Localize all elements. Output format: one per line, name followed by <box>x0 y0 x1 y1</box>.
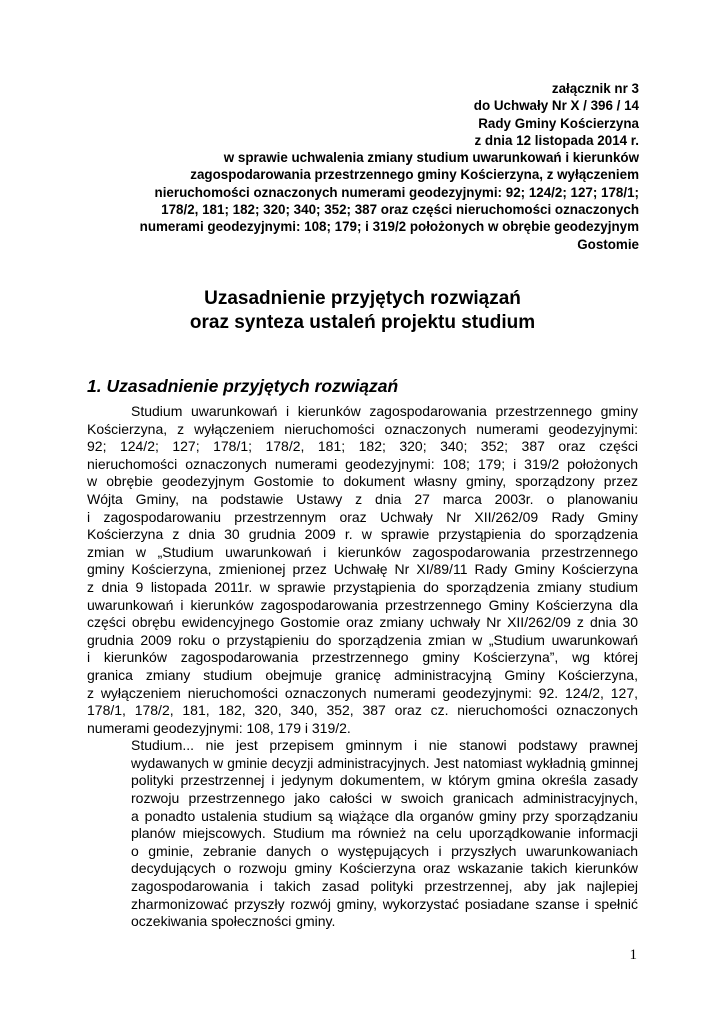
text-line: Wójta Gminy, na podstawie Ustawy z dnia 27 marca 2003r. o planowaniu <box>87 490 638 507</box>
paragraph-1 <box>87 403 638 737</box>
text-line: zagospodarowania i takich zasad polityki przestrzennej, aby jak najlepiej <box>131 878 638 895</box>
text-line: i kierunków zagospodarowania przestrzennego gminy Kościerzyna”, wg której <box>87 649 638 666</box>
title-line-1: Uzasadnienie przyjętych rozwiązań <box>204 288 521 309</box>
text-line: 92; 124/2; 127; 178/1; 178/2, 181; 182; 320; 340; 352; 387 oraz części <box>87 438 638 455</box>
header-line: numerami geodezyjnymi: 108; 179; i 319/2 położonych w obrębie geodezyjnym <box>139 219 639 235</box>
text-line: zmian w „Studium uwarunkowań i kierunków zagospodarowania przestrzennego <box>87 543 638 560</box>
text-line: numerami geodezyjnymi: 108, 179 i 319/2. <box>87 719 351 736</box>
text-line: nieruchomości oznaczonych numerami geodezyjnymi: 108; 179; i 319/2 położonych <box>87 455 638 472</box>
header-line: 178/2, 181; 182; 320; 340; 352; 387 oraz części nieruchomości oznaczonych <box>161 202 639 218</box>
text-line: Studium uwarunkowań i kierunków zagospodarowania przestrzennego gminy <box>131 403 638 419</box>
text-line: o gminie, zebranie danych o występujących i przyszłych uwarunkowaniach <box>131 842 638 859</box>
text-line: z dnia 9 listopada 2011r. w sprawie przystąpienia do sporządzenia zmiany studium <box>87 578 638 595</box>
text-line: 178/1, 178/2, 181, 182, 320, 340, 352, 387 oraz cz. nieruchomości oznaczonych <box>87 702 638 719</box>
header-line: Rady Gminy Kościerzyna <box>478 115 639 131</box>
text-line: oczekiwania społeczności gminy. <box>131 913 336 930</box>
text-line: uwarunkowań i kierunków zagospodarowania przestrzennego Gminy Kościerzyna dla <box>87 596 638 613</box>
text-line: rozwoju przestrzennego jako całości w swoich granicach administracyjnych, <box>131 790 638 807</box>
text-line: w obrębie geodezyjnym Gostomie to dokument własny gminy, sporządzony przez <box>87 473 638 490</box>
document-title <box>0 287 725 335</box>
text-line: i zagospodarowaniu przestrzennym oraz Uchwały Nr XII/262/09 Rady Gminy <box>87 508 638 525</box>
text-line: a ponadto ustalenia studium są wiążące dla organów gminy przy sporządzaniu <box>131 807 638 824</box>
text-line: z wyłączeniem nieruchomości oznaczonych numerami geodezyjnymi: 92. 124/2, 127, <box>87 684 638 701</box>
header-line: zagospodarowania przestrzennego gminy Kościerzyna, z wyłączeniem <box>190 167 639 183</box>
text-line: Studium... nie jest przepisem gminnym i nie stanowi podstawy prawnej <box>131 737 638 754</box>
text-line: zharmonizować przyszły rozwój gminy, wykorzystać posiadane szanse i spełnić <box>131 895 638 912</box>
text-line: polityki przestrzennej i jedynym dokumentem, w którym gmina określa zasady <box>131 772 638 789</box>
section-body <box>87 403 638 931</box>
text-line: wydawanych w gminie decyzji administracyjnych. Jest natomiast wykładnią gminnej <box>131 755 638 771</box>
text-line: granica zmiany studium obejmuje granicę administracyjną Gminy Kościerzyna, <box>87 666 638 683</box>
text-line: grudnia 2009 roku o przystąpieniu do sporządzenia zmian w „Studium uwarunkowań <box>87 631 638 648</box>
section-heading: 1. Uzasadnienie przyjętych rozwiązań <box>87 376 399 396</box>
text-line: części obrębu ewidencyjnego Gostomie oraz zmiany uchwały Nr XII/262/09 z dnia 30 <box>87 614 638 631</box>
page-number: 1 <box>629 947 637 963</box>
header-line: nieruchomości oznaczonych numerami geodezyjnymi: 92; 124/2; 127; 178/1; <box>154 184 639 200</box>
text-line: Kościerzyna, z wyłączeniem nieruchomości oznaczonych numerami geodezyjnymi: <box>87 420 638 437</box>
header-line: z dnia 12 listopada 2014 r. <box>474 132 639 148</box>
header-line: w sprawie uchwalenia zmiany studium uwarunkowań i kierunków <box>223 150 639 166</box>
title-line-2: oraz synteza ustaleń projektu studium <box>189 312 536 333</box>
header-line: załącznik nr 3 <box>551 81 639 96</box>
text-line: decydujących o rozwoju gminy Kościerzyna oraz wskazanie takich kierunków <box>131 860 638 877</box>
header-line: do Uchwały Nr X / 396 / 14 <box>473 98 639 114</box>
header-line: Gostomie <box>577 236 639 252</box>
attachment-header <box>79 80 639 253</box>
paragraph-2 <box>87 737 638 931</box>
text-line: Kościerzyna z dnia 30 grudnia 2009 r. w sprawie przystąpienia do sporządzenia <box>87 526 638 543</box>
text-line: planów miejscowych. Studium ma również na celu uporządkowanie informacji <box>131 825 638 842</box>
text-line: gminy Kościerzyna, zmienionej przez Uchwałę Nr XI/89/11 Rady Gminy Kościerzyna <box>87 561 638 578</box>
